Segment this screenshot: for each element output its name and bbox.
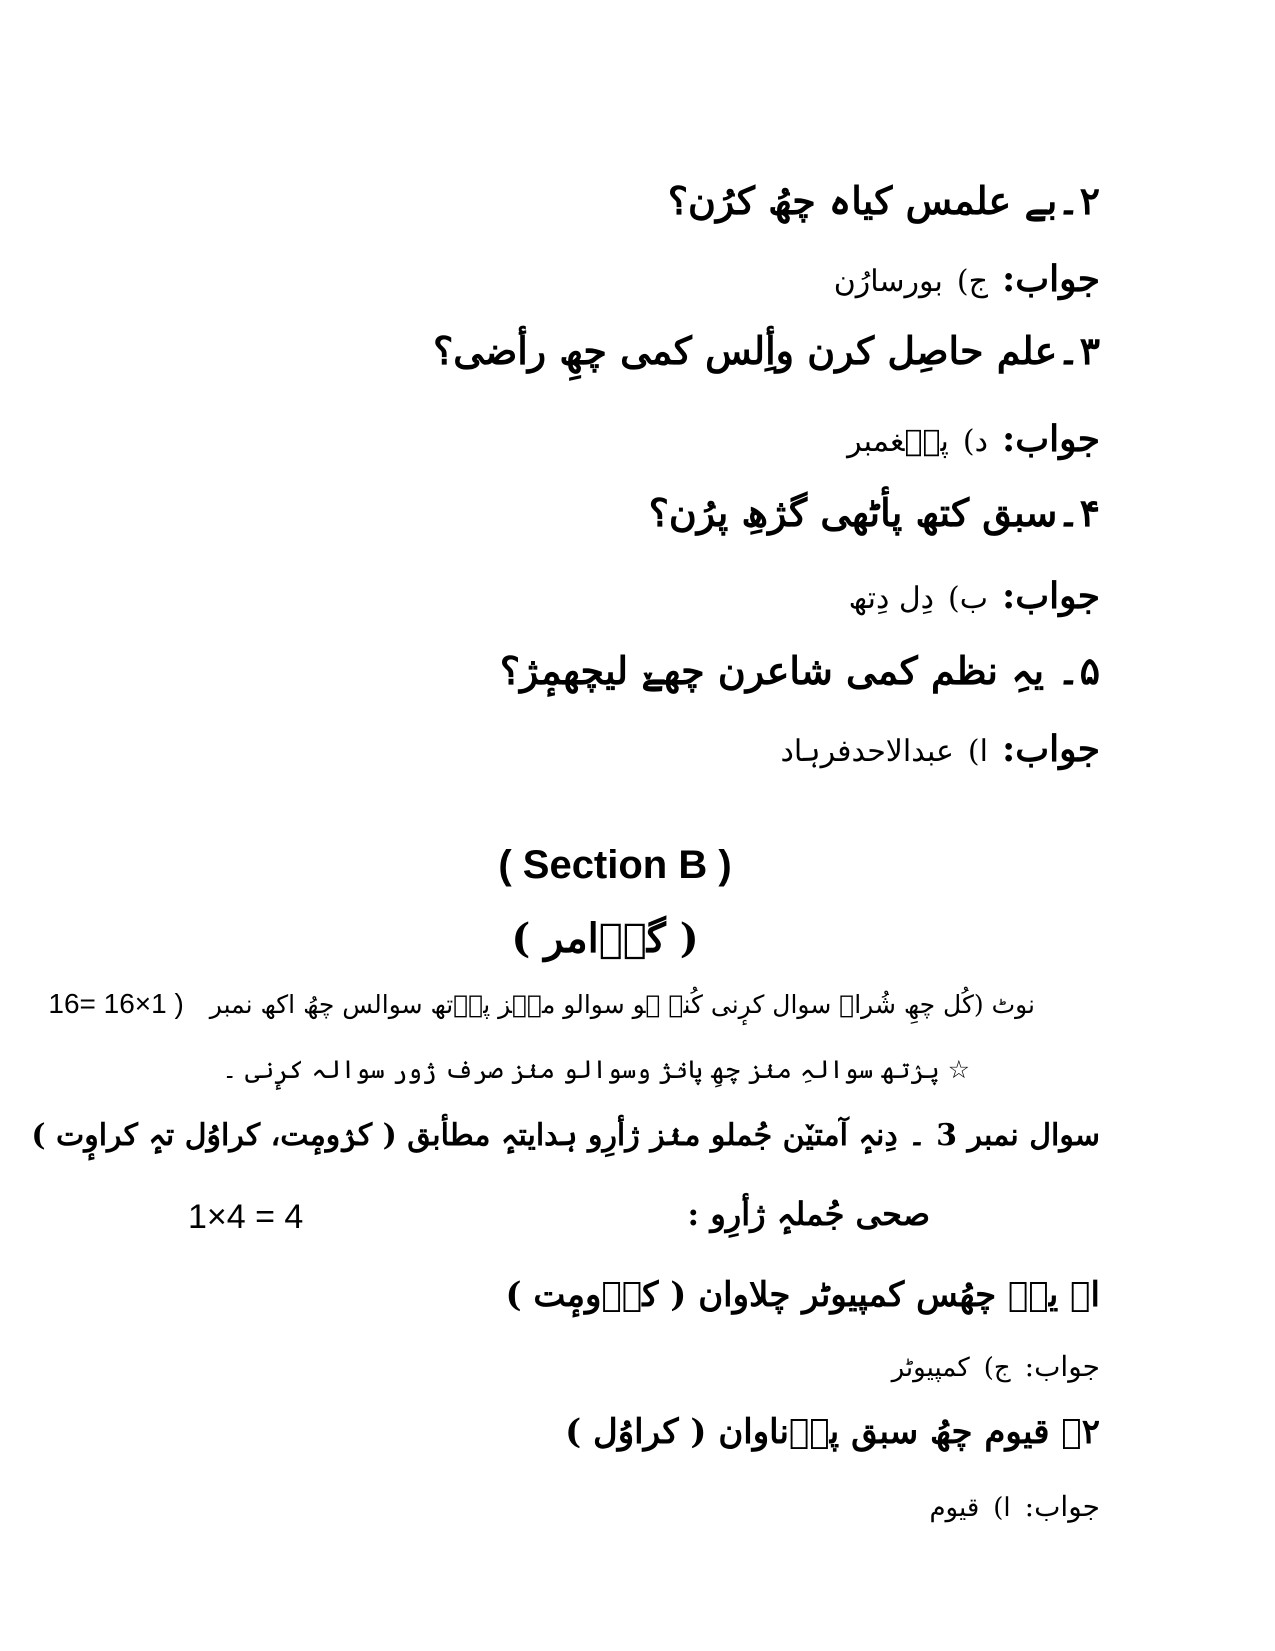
question-3-subheading: صحی جُملہٕ ژأرِو : [687,1195,930,1233]
answer-5 [780,728,1100,770]
question-4: ۴۔سبق کتھ پأٹھی گژھِ پرُن؟ [648,490,1100,535]
note-text: نوٹ (کُل چھِ شُراہ سوال کرٕنی کُنہ ہو سوالو منٛز پرٛتھ سوالس چھُ اکھ نمبر [209,990,1035,1019]
answer-3 [847,418,1100,460]
answer-option: ج) [983,1353,1011,1383]
note-marks: 16= 16×1 ) [48,988,184,1019]
note-instruction: ☆ پرٛتھ سوالہِ منٛز چھِ پانٛژ وسوالو منٛز صرف ژور سوالہ کرٕنی ۔ [222,1055,970,1084]
answer-label: جواب: [1024,1490,1100,1523]
question-3: ۳۔علم حاصِل کرن وأِلس کمی چھِ رأضی؟ [433,328,1100,373]
answer-value: قیوم [929,1493,980,1523]
answer-value: کمپیوٹر [891,1353,970,1383]
answer-option: د) [962,424,988,459]
answer-4 [849,575,1100,617]
answer-option: ج) [956,264,988,299]
answer-option: ا) [967,734,988,769]
grammar-answer-1 [892,1350,1100,1383]
answer-option: ب) [948,581,988,616]
section-subtitle: ( گرٛامر ) [511,915,699,962]
question-2: ۲۔بے علمس کیاہ چھُ کرُن؟ [667,178,1100,223]
answer-option: ا) [993,1493,1011,1523]
answer-label: جواب: [1024,1350,1100,1383]
section-title: ( Section B ) [498,843,732,887]
grammar-item-1: ا۔ یہِ چھُس کمپیوٹر چلاوان ( کرٛومٕت ) [505,1275,1100,1315]
answer-label: جواب: [1001,258,1100,300]
answer-value: عبدالاحدفرہاد [780,734,954,769]
answer-label: جواب: [1001,418,1100,460]
answer-value: پیٖغمبر [847,424,949,459]
question-3-marks: 1×4 = 4 [188,1198,304,1236]
note-line [48,988,1035,1020]
grammar-item-2: ۲۔ قیوم چھُ سبق پرٛناوان ( کراوُل ) [565,1412,1100,1452]
answer-2 [834,258,1100,300]
answer-value: دِل دِتھ [848,581,934,616]
question-5: ۵۔ یہِ نظم کمی شاعرن چھےٚ لیچھمٕژ؟ [499,648,1100,693]
question-3-instructions: سوال نمبر 3 ۔ دِنہٕ آمتیٚن جُملو منٛز ژأرِو ہدایتہٕ مطأبق ( کرٛومٕت، کراوُل تہٕ کراوٕت ) [31,1118,1100,1153]
answer-label: جواب: [1001,728,1100,770]
answer-value: بورسارُن [833,264,943,299]
answer-label: جواب: [1001,575,1100,617]
grammar-answer-2 [929,1490,1100,1523]
